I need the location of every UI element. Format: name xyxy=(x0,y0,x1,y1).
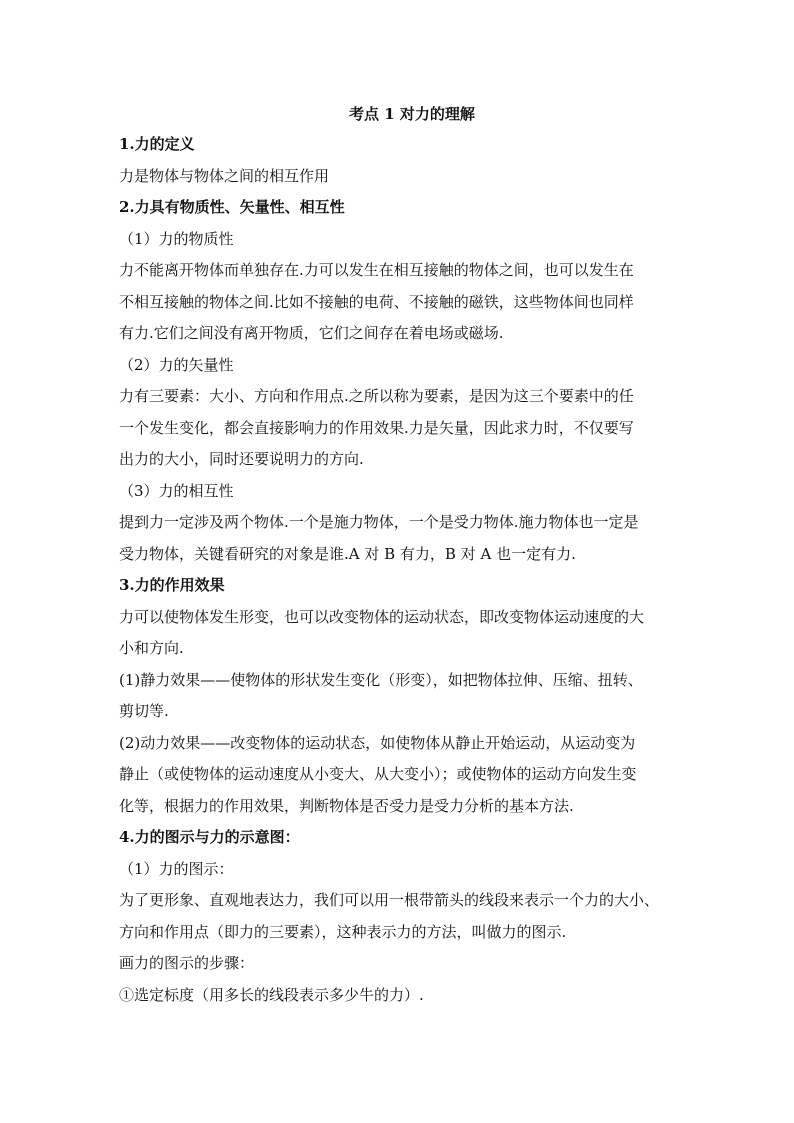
text-line: 力不能离开物体而单独存在.力可以发生在相互接触的物体之间，也可以发生在 xyxy=(119,261,634,279)
text-line: 出力的大小，同时还要说明力的方向. xyxy=(119,450,364,468)
text-line: (2)动力效果——改变物体的运动状态，如使物体从静止开始运动，从运动变为 xyxy=(119,733,636,752)
text-line: 方向和作用点（即力的三要素），这种表示力的方法，叫做力的图示. xyxy=(119,922,567,941)
text-line: （1）力的物质性 xyxy=(119,229,234,248)
document-content xyxy=(119,99,689,1011)
document-body xyxy=(119,129,689,1011)
section-heading: 2.力具有物质性、矢量性、相互性 xyxy=(119,198,345,216)
text-line: 力可以使物体发生形变，也可以改变物体的运动状态，即改变物体运动速度的大 xyxy=(119,607,645,626)
text-line: 有力.它们之间没有离开物质，它们之间存在着电场或磁场. xyxy=(119,324,504,342)
text-line: 一个发生变化，都会直接影响力的作用效果.力是矢量，因此求力时，不仅要写 xyxy=(119,418,634,437)
text-line: （2）力的矢量性 xyxy=(119,355,234,374)
text-line: 化等，根据力的作用效果，判断物体是否受力是受力分析的基本方法. xyxy=(119,796,574,815)
section-heading: 4.力的图示与力的示意图： xyxy=(119,828,300,846)
section-heading: 3.力的作用效果 xyxy=(119,576,225,594)
text-line: 提到力一定涉及两个物体.一个是施力物体，一个是受力物体.施力物体也一定是 xyxy=(119,513,639,531)
text-line: 为了更形象、直观地表达力，我们可以用一根带箭头的线段来表示一个力的大小、 xyxy=(119,891,660,909)
text-line: 小和方向. xyxy=(119,639,184,657)
text-line: 受力物体，关键看研究的对象是谁.A 对 B 有力，B 对 A 也一定有力. xyxy=(119,544,576,563)
text-line: (1)静力效果——使物体的形状发生变化（形变），如把物体拉伸、压缩、扭转、 xyxy=(119,670,643,689)
text-line: 静止（或使物体的运动速度从小变大、从大变小）；或使物体的运动方向发生变 xyxy=(119,765,637,783)
text-line: （3）力的相互性 xyxy=(119,481,234,500)
text-line: 剪切等. xyxy=(119,702,169,720)
text-line: 力是物体与物体之间的相互作用 xyxy=(119,166,330,185)
page-title: 考点 1 对力的理解 xyxy=(349,105,475,123)
text-line: 画力的图示的步骤： xyxy=(119,954,255,972)
text-line: ①选定标度（用多长的线段表示多少牛的力）. xyxy=(119,985,424,1004)
text-line: 不相互接触的物体之间.比如不接触的电荷、不接触的磁铁，这些物体间也同样 xyxy=(119,292,634,311)
text-line: （1）力的图示： xyxy=(119,859,234,878)
section-heading: 1.力的定义 xyxy=(119,135,195,153)
text-line: 力有三要素：大小、方向和作用点.之所以称为要素，是因为这三个要素中的任 xyxy=(119,387,634,405)
